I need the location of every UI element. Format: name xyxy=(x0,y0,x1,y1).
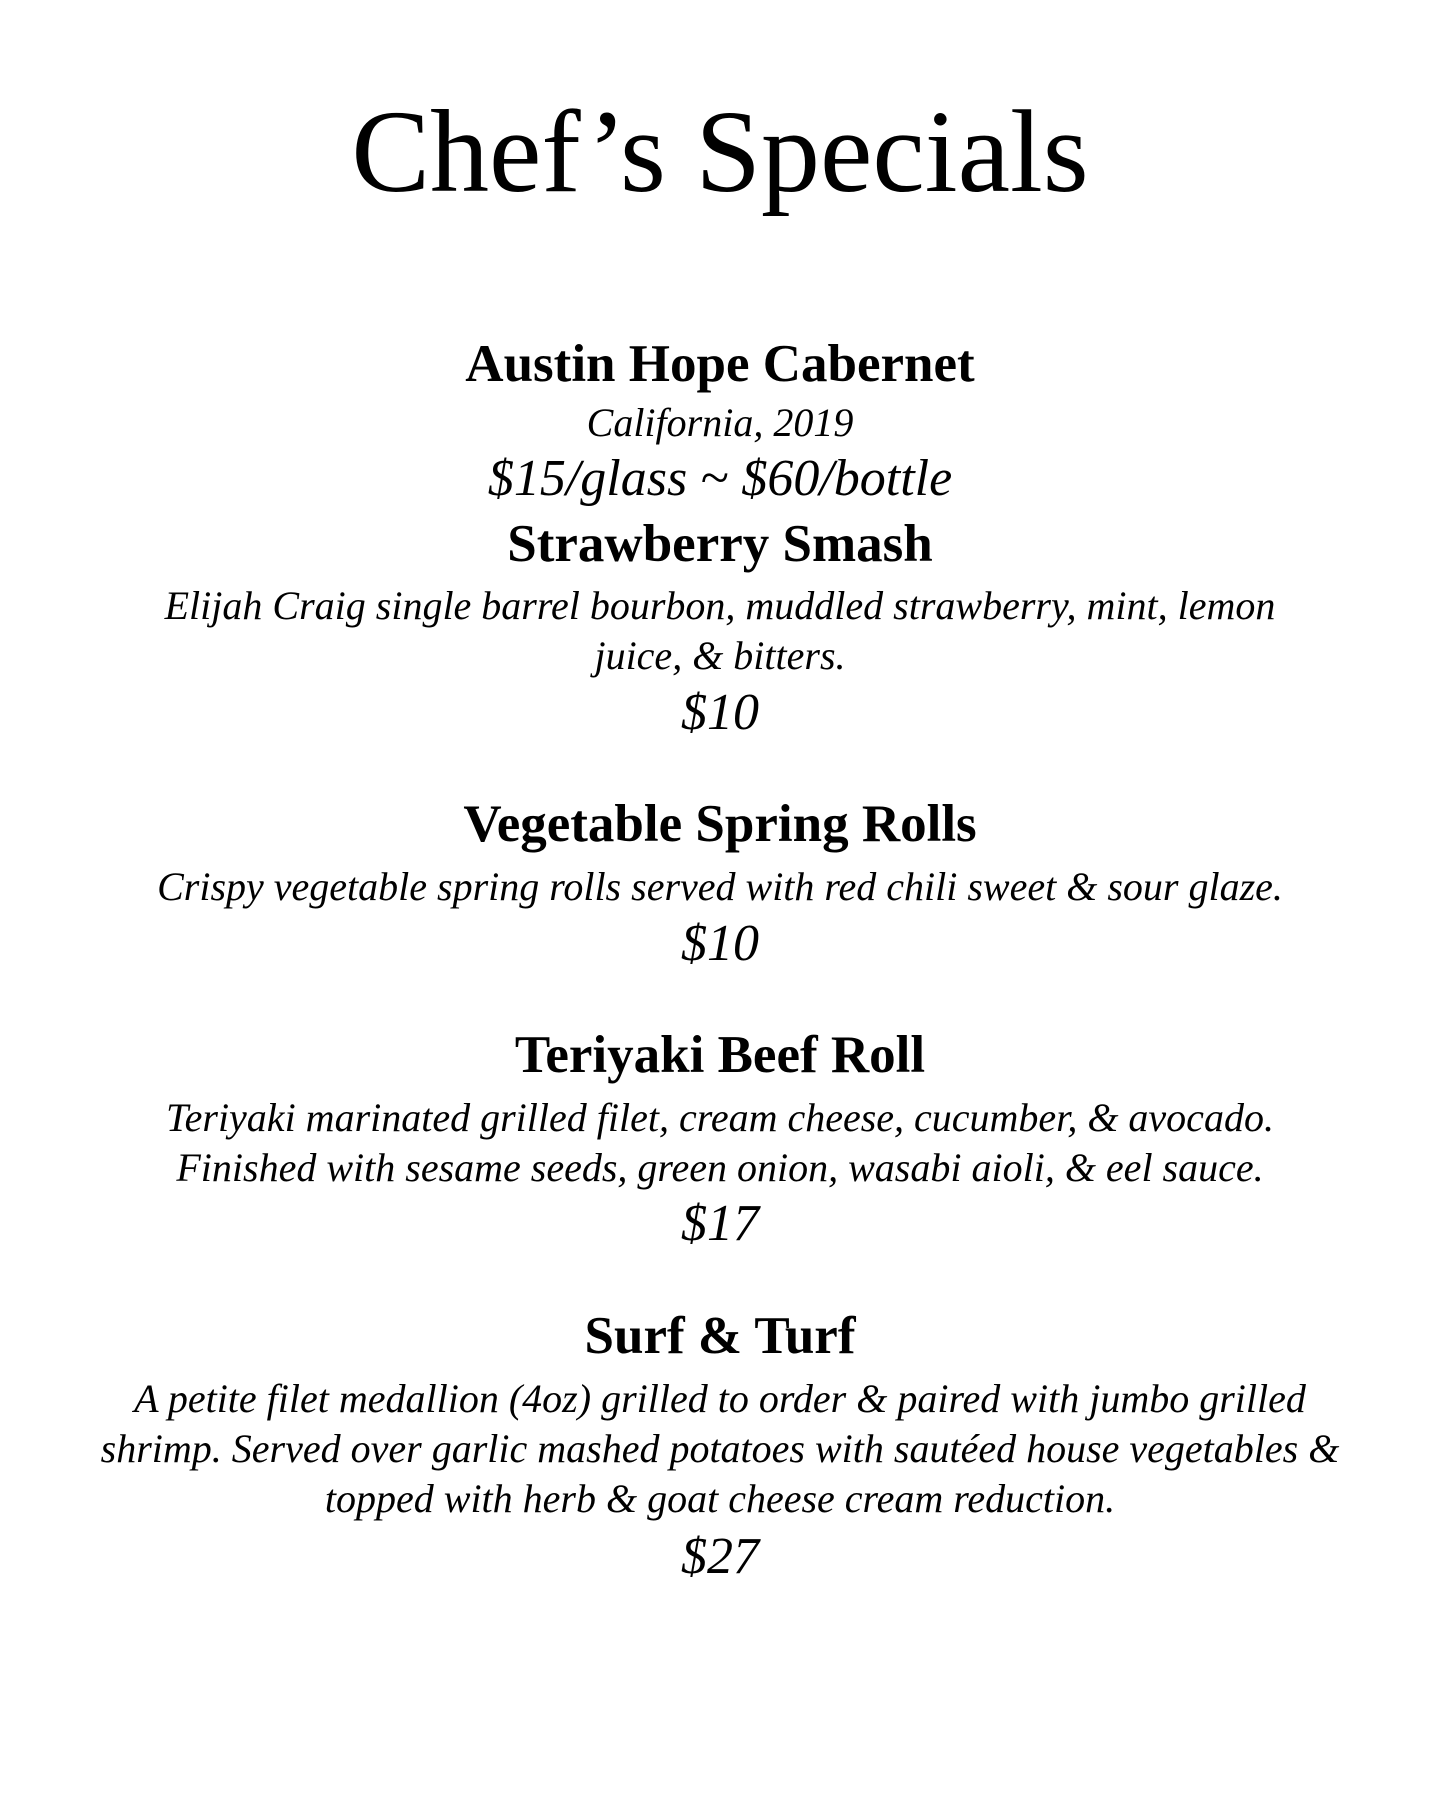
item-description-surf-and-turf: A petite filet medallion (4oz) grilled to order & paired with jumbo grilled shrimp. Served over garlic mashed potatoes with sautéed house vegetables & topped with herb & goat cheese cream reduction. xyxy=(100,1376,1340,1521)
item-name-vegetable-spring-rolls: Vegetable Spring Rolls xyxy=(463,795,977,853)
item-name-teriyaki-beef-roll: Teriyaki Beef Roll xyxy=(514,1026,926,1084)
item-name-strawberry-smash: Strawberry Smash xyxy=(507,515,933,573)
item-price-austin-hope-cabernet: $15/glass ~ $60/bottle xyxy=(487,450,953,507)
item-description-strawberry-smash: Elijah Craig single barrel bourbon, muddled strawberry, mint, lemon juice, & bitters. xyxy=(164,583,1276,678)
item-price-teriyaki-beef-roll: $17 xyxy=(681,1195,759,1252)
item-description-teriyaki-beef-roll-line-1: Teriyaki marinated grilled filet, cream cheese, cucumber, & avocado. xyxy=(166,1095,1274,1140)
item-name-austin-hope-cabernet: Austin Hope Cabernet xyxy=(465,335,975,393)
menu-title: Chef’s Specials xyxy=(351,86,1089,217)
item-subtitle-austin-hope-cabernet: California, 2019 xyxy=(586,400,854,445)
item-description-vegetable-spring-rolls: Crispy vegetable spring rolls served with red chili sweet & sour glaze. xyxy=(157,864,1283,909)
item-price-vegetable-spring-rolls: $10 xyxy=(681,915,759,972)
item-price-strawberry-smash: $10 xyxy=(681,684,759,741)
item-name-surf-and-turf: Surf & Turf xyxy=(584,1307,856,1365)
item-price-surf-and-turf: $27 xyxy=(681,1528,759,1585)
item-description-teriyaki-beef-roll-line-2: Finished with sesame seeds, green onion, wasabi aioli, & eel sauce. xyxy=(176,1145,1264,1190)
